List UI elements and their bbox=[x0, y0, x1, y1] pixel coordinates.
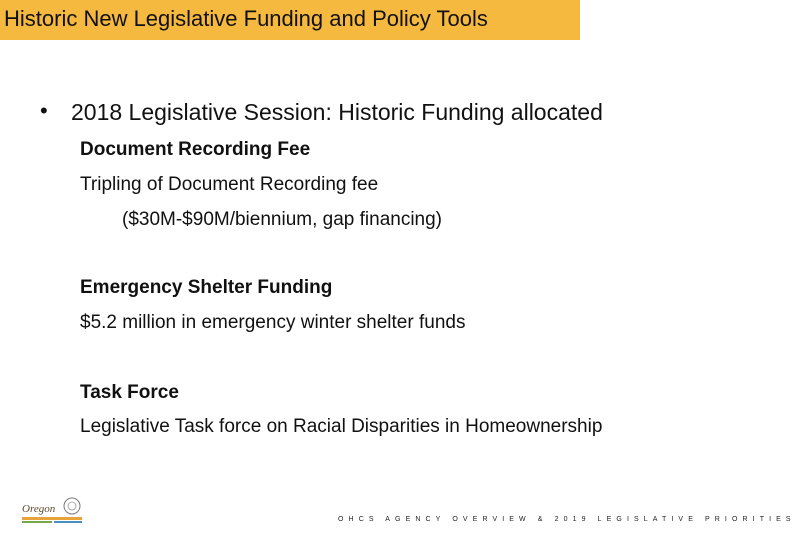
section-heading-recording-fee: Document Recording Fee bbox=[80, 139, 311, 160]
slide-title: Historic New Legislative Funding and Policy Tools bbox=[4, 6, 488, 31]
section-text-emergency-shelter: $5.2 million in emergency winter shelter funds bbox=[80, 312, 466, 333]
section-heading-emergency-shelter: Emergency Shelter Funding bbox=[80, 277, 333, 298]
section-text-task-force: Legislative Task force on Racial Disparities in Homeownership bbox=[80, 416, 603, 437]
footer-text: OHCS AGENCY OVERVIEW & 2019 LEGISLATIVE PRIORITIES bbox=[338, 516, 796, 523]
ohcs-logo bbox=[20, 496, 86, 526]
bullet-icon: • bbox=[40, 98, 48, 123]
section-subtext-recording-fee: ($30M-$90M/biennium, gap financing) bbox=[122, 209, 443, 230]
logo-wordmark: Oregon bbox=[22, 503, 56, 515]
section-heading-task-force: Task Force bbox=[80, 382, 179, 403]
section-text-recording-fee: Tripling of Document Recording fee bbox=[80, 174, 379, 195]
bullet-text: 2018 Legislative Session: Historic Funding allocated bbox=[71, 99, 603, 125]
